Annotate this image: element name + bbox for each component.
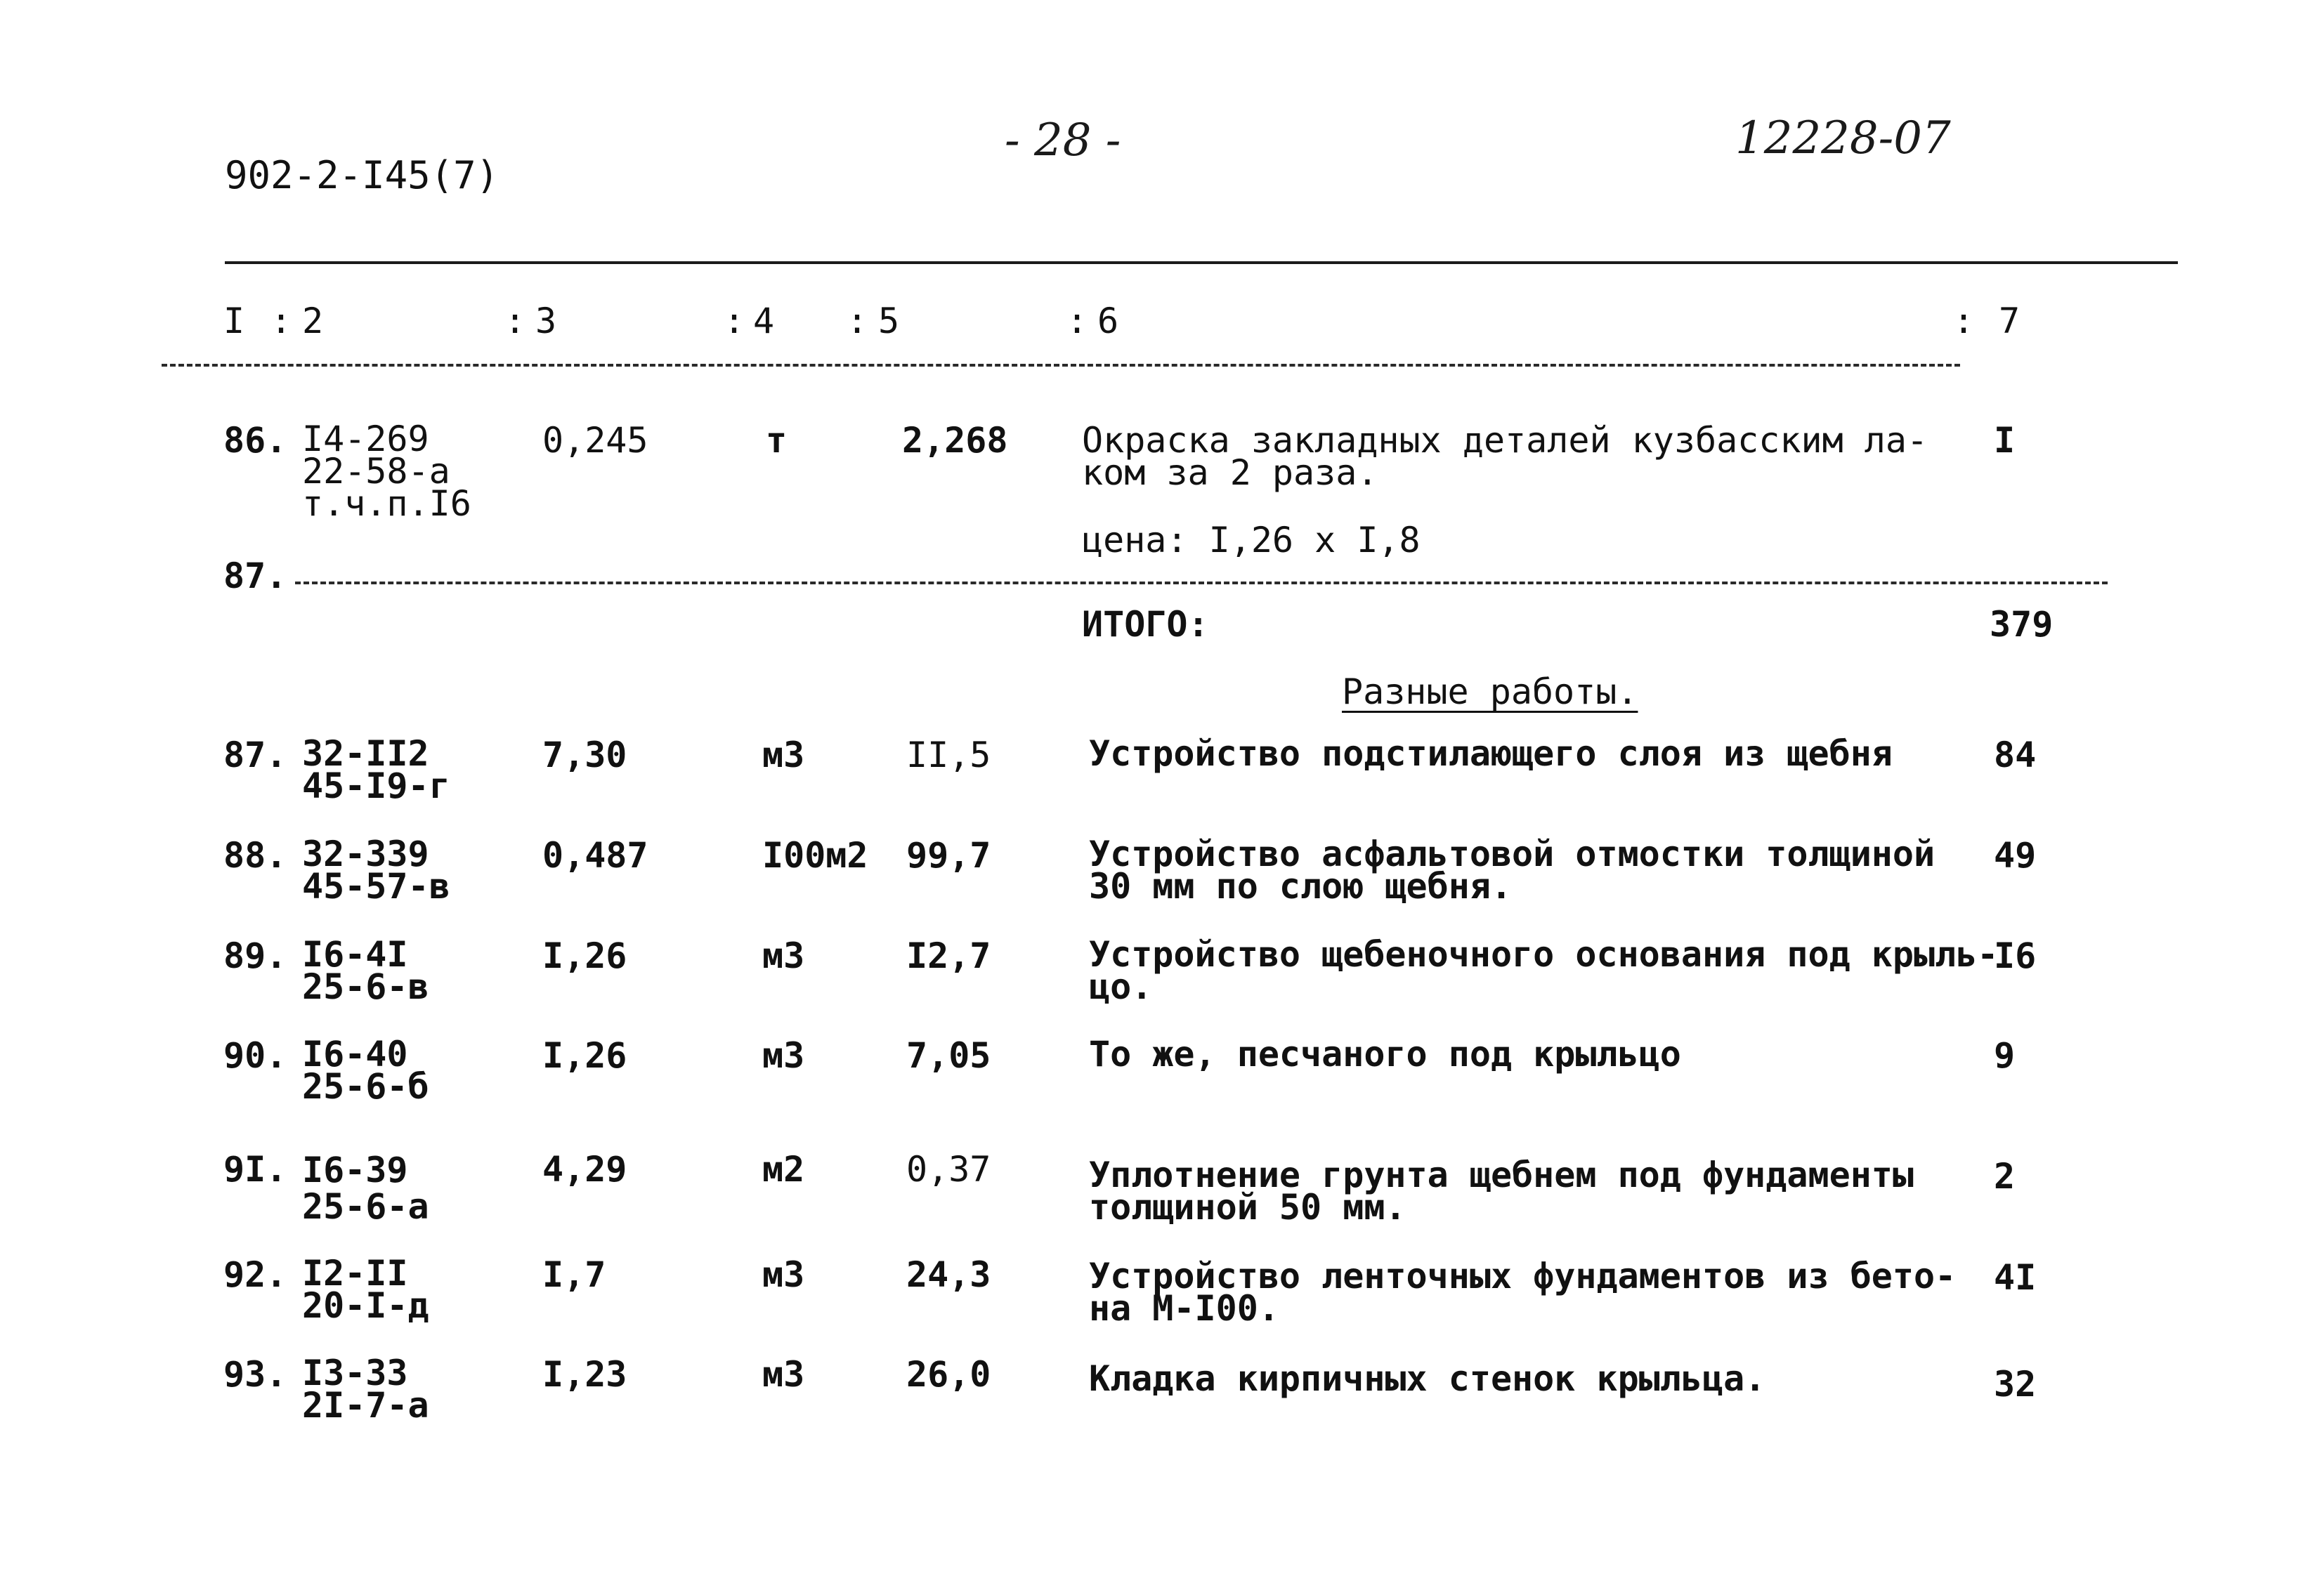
- column-header-3: 3: [535, 301, 557, 341]
- section-title: Разные работы.: [1342, 671, 1638, 712]
- unit-price: 7,05: [906, 1035, 991, 1076]
- rate-code: I4-269 22-58-а т.ч.п.I6: [302, 419, 471, 524]
- row-total: 9: [1994, 1035, 2016, 1076]
- row-number: 86.: [223, 420, 287, 461]
- quantity: 7,30: [542, 735, 627, 775]
- row-number: 87.: [223, 735, 287, 775]
- row-number: 90.: [223, 1035, 287, 1076]
- column-separator: :: [270, 301, 292, 341]
- column-header-2: 2: [302, 301, 324, 341]
- row-total: 49: [1994, 835, 2037, 876]
- row-total: I: [1994, 420, 2016, 461]
- row-total: 4I: [1994, 1257, 2037, 1298]
- column-header-6: 6: [1097, 301, 1119, 341]
- column-separator: :: [504, 301, 526, 341]
- column-separator: :: [1066, 301, 1088, 341]
- row-total: 84: [1994, 735, 2037, 775]
- rate-code: I2-II 20-I-д: [302, 1253, 429, 1326]
- work-description: Устройство подстилающего слоя из щебня: [1089, 733, 1893, 774]
- unit: м3: [762, 1035, 805, 1076]
- unit: т: [766, 420, 788, 461]
- inventory-number: 12228-07: [1735, 112, 1951, 164]
- rate-code: 32-339 45-57-в: [302, 834, 450, 907]
- top-rule: [225, 261, 2178, 264]
- quantity: I,7: [542, 1254, 606, 1295]
- row-total: I6: [1994, 935, 2037, 976]
- column-separator: :: [724, 301, 745, 341]
- column-separator: :: [847, 301, 868, 341]
- work-description: Окраска закладных деталей кузбасским ла- ком за 2 раза.: [1082, 420, 1928, 493]
- work-description: Кладка кирпичных стенок крыльца.: [1089, 1358, 1766, 1399]
- rate-code: 32-II2 45-I9-г: [302, 733, 450, 806]
- quantity: I,26: [542, 935, 627, 976]
- quantity: I,26: [542, 1035, 627, 1076]
- unit-price: 0,37: [906, 1149, 991, 1190]
- column-header-5: 5: [878, 301, 900, 341]
- column-separator: :: [1953, 301, 1975, 341]
- unit: м2: [762, 1149, 805, 1190]
- column-header-rule: [162, 364, 1960, 367]
- unit: м3: [762, 1254, 805, 1295]
- work-description: Устройство ленточных фундаментов из бето- на М-I00.: [1089, 1256, 1957, 1329]
- row-number: 89.: [223, 935, 287, 976]
- unit: м3: [762, 935, 805, 976]
- column-header-7: 7: [1999, 301, 2021, 341]
- unit: м3: [762, 735, 805, 775]
- page-number: - 28 -: [1005, 114, 1121, 166]
- row-number: 9I.: [223, 1149, 287, 1190]
- work-description: Устройство асфальтовой отмостки толщиной 30 мм по слою щебня.: [1089, 834, 1935, 907]
- quantity: 0,245: [542, 420, 648, 461]
- rate-code: I6-39 25-6-а: [302, 1150, 429, 1227]
- quantity: 4,29: [542, 1149, 627, 1190]
- column-header-1: I: [223, 301, 245, 341]
- section-rule: [295, 582, 2108, 584]
- unit-price: I2,7: [906, 935, 991, 976]
- work-description: Уплотнение грунта щебнем под фундаменты толщиной 50 мм.: [1089, 1155, 1914, 1228]
- unit-price: 99,7: [906, 835, 991, 876]
- price-note: цена: I,26 х I,8: [1082, 520, 1421, 560]
- row-total: 32: [1994, 1364, 2037, 1405]
- row-number: 88.: [223, 835, 287, 876]
- row-number: 93.: [223, 1354, 287, 1395]
- quantity: 0,487: [542, 835, 648, 876]
- quantity: I,23: [542, 1354, 627, 1395]
- subtotal-value: 379: [1990, 604, 2054, 645]
- work-description: Устройство щебеночного основания под крыль- цо.: [1089, 934, 1999, 1007]
- unit-price: 24,3: [906, 1254, 991, 1295]
- work-description: То же, песчаного под крыльцо: [1089, 1034, 1681, 1075]
- unit: I00м2: [762, 835, 868, 876]
- row-number-marker: 87.: [223, 556, 287, 596]
- unit-price: II,5: [906, 735, 991, 775]
- unit-price: 26,0: [906, 1354, 991, 1395]
- unit: м3: [762, 1354, 805, 1395]
- rate-code: I3-33 2I-7-а: [302, 1353, 429, 1426]
- unit-price: 2,268: [902, 420, 1008, 461]
- subtotal-label: ИТОГО:: [1082, 604, 1209, 645]
- rate-code: I6-40 25-6-б: [302, 1034, 429, 1107]
- rate-code: I6-4I 25-6-в: [302, 934, 429, 1007]
- row-number: 92.: [223, 1254, 287, 1295]
- document-code: 902-2-I45(7): [225, 153, 500, 197]
- row-total: 2: [1994, 1156, 2016, 1197]
- column-header-4: 4: [753, 301, 775, 341]
